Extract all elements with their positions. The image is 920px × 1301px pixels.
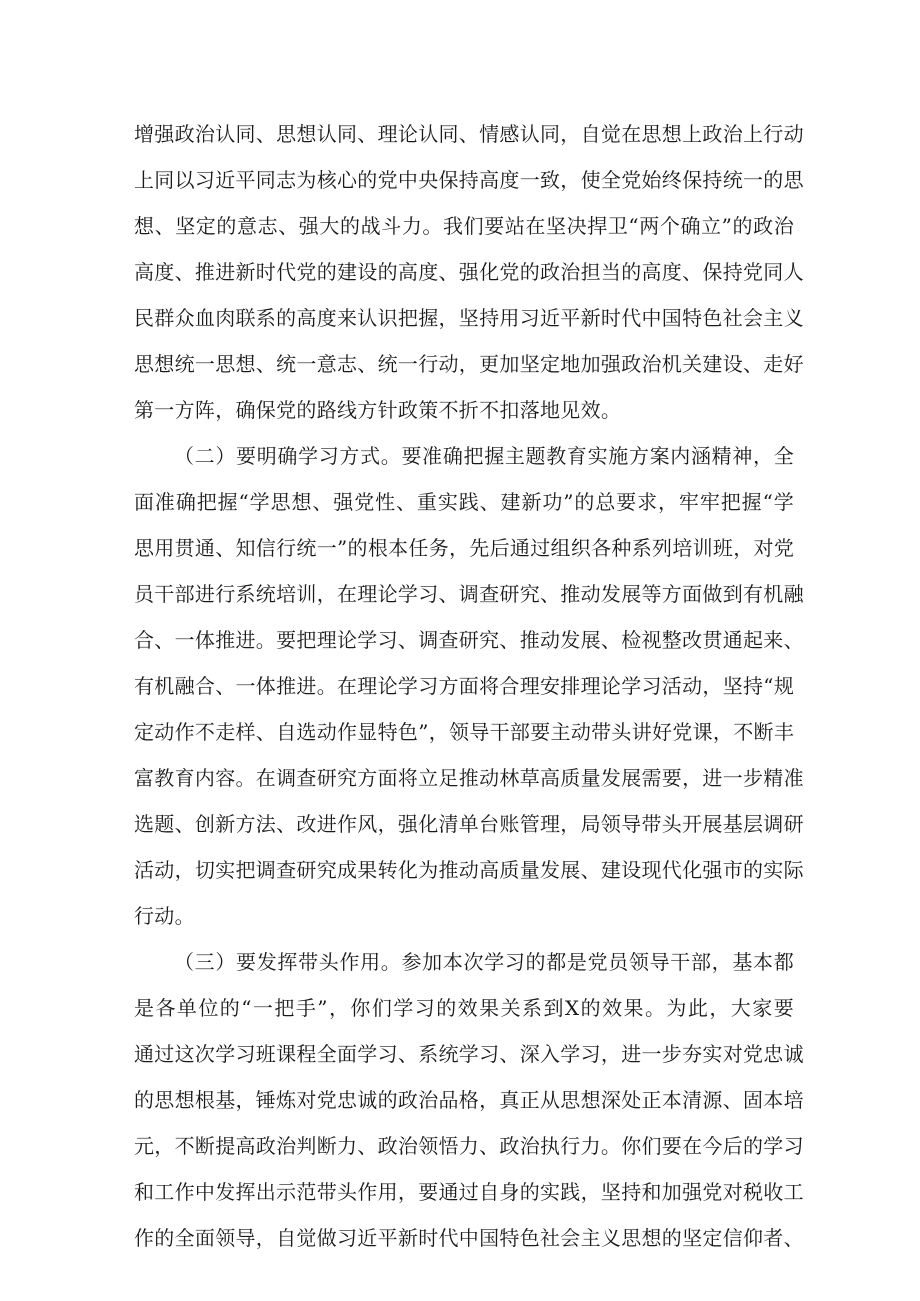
text-line-p2-10: 活动，切实把调查研究成果转化为推动高质量发展、建设现代化强市的实际	[134, 858, 804, 882]
text-line-p2-8: 富教育内容。在调查研究方面将立足推动林草高质量发展需要，进一步精准	[134, 766, 804, 790]
text-line-p3-7: 作的全面领导，自觉做习近平新时代中国特色社会主义思想的坚定信仰者、	[134, 1226, 804, 1250]
text-line-p2-11: 行动。	[134, 904, 195, 928]
text-line-p2-4: 员干部进行系统培训，在理论学习、调查研究、推动发展等方面做到有机融	[134, 582, 804, 606]
text-line-p2-6: 有机融合、一体推进。在理论学习方面将合理安排理论学习活动，坚持“规	[134, 674, 795, 698]
text-line-p2-7: 定动作不走样、自选动作显特色”，领导干部要主动带头讲好党课，不断丰	[134, 720, 795, 744]
text-line-p1-6: 思想统一思想、统一意志、统一行动，更加坚定地加强政治机关建设、走好	[134, 352, 804, 376]
section-heading-three: （三）要发挥带头作用。参加本次学习的都是党员领导干部，基本都	[174, 950, 794, 974]
text-line-p2-3: 思用贯通、知信行统一”的根本任务，先后通过组织各种系列培训班，对党	[134, 536, 795, 560]
text-line-p3-5: 元，不断提高政治判断力、政治领悟力、政治执行力。你们要在今后的学习	[134, 1134, 804, 1158]
text-line-p1-7: 第一方阵，确保党的路线方针政策不折不扣落地见效。	[134, 398, 622, 422]
text-line-p1-1: 增强政治认同、思想认同、理论认同、情感认同，自觉在思想上政治上行动	[134, 122, 804, 146]
text-line-p2-5: 合、一体推进。要把理论学习、调查研究、推动发展、检视整改贯通起来、	[134, 628, 804, 652]
text-line-p3-4: 的思想根基，锤炼对党忠诚的政治品格，真正从思想深处正本清源、固本培	[134, 1088, 804, 1112]
text-line-p1-3: 想、坚定的意志、强大的战斗力。我们要站在坚决捍卫“两个确立”的政治	[134, 214, 794, 238]
text-line-p1-4: 高度、推进新时代党的建设的高度、强化党的政治担当的高度、保持党同人	[134, 260, 804, 284]
text-line-p3-2: 是各单位的“一把手”，你们学习的效果关系到X的效果。为此，大家要	[134, 996, 794, 1020]
text-line-p2-2: 面准确把握“学思想、强党性、重实践、建新功”的总要求，牢牢把握“学	[134, 490, 794, 514]
text-line-p2-9: 选题、创新方法、改进作风，强化清单台账管理，局领导带头开展基层调研	[134, 812, 804, 836]
text-line-p1-5: 民群众血肉联系的高度来认识把握，坚持用习近平新时代中国特色社会主义	[134, 306, 804, 330]
section-heading-two: （二）要明确学习方式。要准确把握主题教育实施方案内涵精神，全	[174, 444, 794, 468]
text-line-p3-6: 和工作中发挥出示范带头作用，要通过自身的实践，坚持和加强党对税收工	[134, 1180, 804, 1204]
text-line-p3-3: 通过这次学习班课程全面学习、系统学习、深入学习，进一步夯实对党忠诚	[134, 1042, 804, 1066]
text-line-p1-2: 上同以习近平同志为核心的党中央保持高度一致，使全党始终保持统一的思	[134, 168, 804, 192]
